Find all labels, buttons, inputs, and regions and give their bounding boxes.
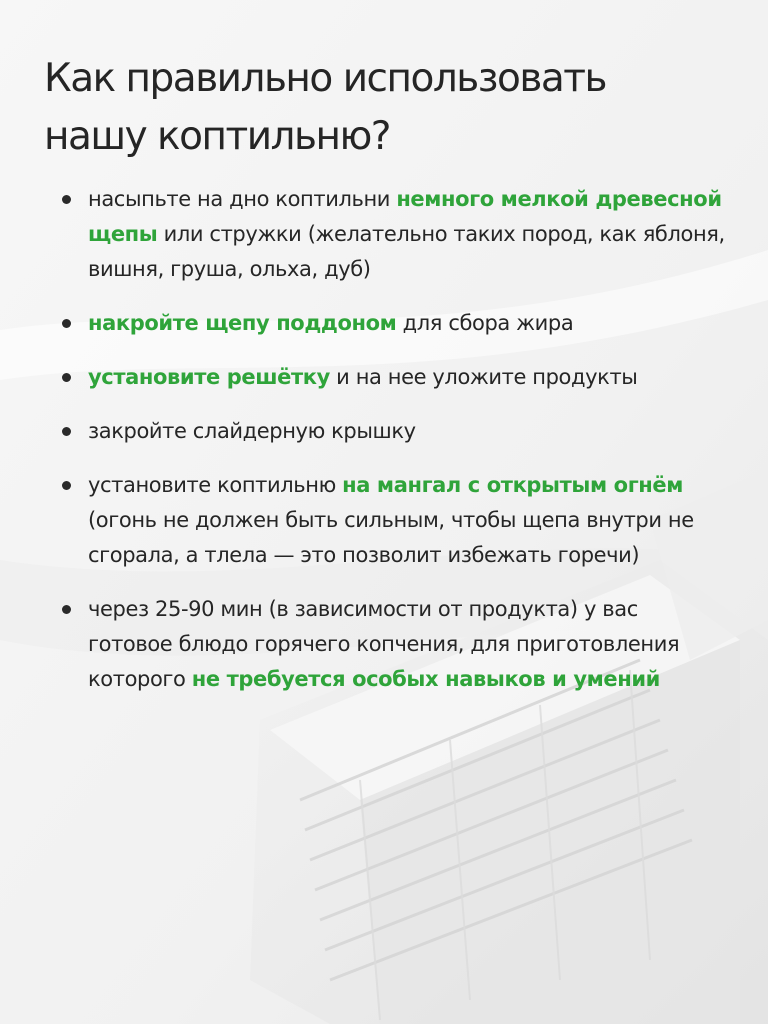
title-line-1: Как правильно использовать: [44, 56, 606, 101]
bullet-icon: [62, 373, 71, 382]
item-highlight: на мангал с открытым огнём: [342, 473, 683, 497]
item-text: (огонь не должен быть сильным, чтобы щепа внутри не сгорала, а тлела — это позволит избежать горечи): [88, 508, 694, 567]
item-text: и на нее уложите продукты: [329, 365, 638, 389]
item-highlight: немного мелкой древесной щепы: [88, 187, 722, 246]
item-text: закройте слайдерную крышку: [88, 419, 416, 443]
list-item: [44, 592, 728, 697]
item-highlight: накройте щепу поддоном: [88, 311, 397, 335]
item-text: насыпьте на дно коптильни: [88, 187, 397, 211]
item-highlight: не требуется особых навыков и умений: [191, 667, 660, 691]
page-title: [44, 50, 728, 166]
item-text: через 25-90 мин (в зависимости от продукта) у вас готовое блюдо горячего копчения, для приготовления которого: [88, 597, 680, 691]
bullet-icon: [62, 319, 71, 328]
item-highlight: установите решётку: [88, 365, 330, 389]
bullet-icon: [62, 605, 71, 614]
item-text: для сбора жира: [396, 311, 574, 335]
bullet-icon: [62, 481, 71, 490]
list-item: [44, 306, 728, 341]
list-item: [44, 468, 728, 573]
item-text: или стружки (желательно таких пород, как яблоня, вишня, груша, ольха, дуб): [88, 222, 725, 281]
list-item: [44, 414, 728, 449]
bullet-icon: [62, 427, 71, 436]
list-item: [44, 182, 728, 287]
instructions-list: [44, 182, 728, 697]
list-item: [44, 360, 728, 395]
bullet-icon: [62, 195, 71, 204]
title-line-2: нашу коптильню?: [44, 114, 390, 159]
item-text: установите коптильню: [88, 473, 343, 497]
